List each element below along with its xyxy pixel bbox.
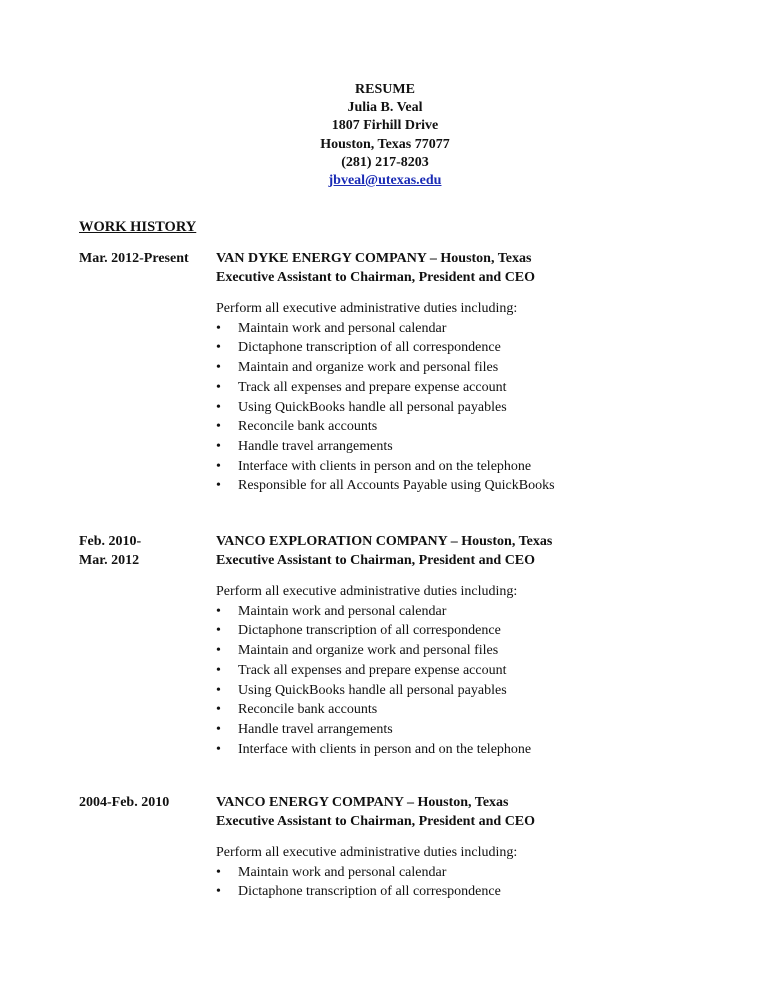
bullet-icon: • xyxy=(216,623,221,639)
street-address: 1807 Firhill Drive xyxy=(331,118,439,134)
work-history-heading: WORK HISTORY xyxy=(79,219,197,235)
duty-item: • Maintain and organize work and personal files xyxy=(216,641,716,661)
duty-item: • Using QuickBooks handle all personal payables xyxy=(216,681,716,701)
duty-item: • Using QuickBooks handle all personal payables xyxy=(216,398,716,418)
bullet-icon: • xyxy=(216,864,221,880)
duty-item: • Interface with clients in person and on the telephone xyxy=(216,457,716,477)
duty-item: • Handle travel arrangements xyxy=(216,437,716,457)
job-date-start: Feb. 2010- xyxy=(79,534,142,549)
duties-intro: Perform all executive administrative duties including: xyxy=(216,584,518,599)
duty-item: • Track all expenses and prepare expense account xyxy=(216,661,716,681)
job-title: Executive Assistant to Chairman, President and CEO xyxy=(216,269,536,285)
job-title: Executive Assistant to Chairman, President and CEO xyxy=(216,813,536,829)
bullet-icon: • xyxy=(216,884,221,900)
bullet-icon: • xyxy=(216,320,221,336)
duty-item: • Interface with clients in person and on the telephone xyxy=(216,740,716,760)
duty-item: • Reconcile bank accounts xyxy=(216,417,716,437)
bullet-icon: • xyxy=(216,399,221,415)
company-name: VANCO ENERGY COMPANY – Houston, Texas xyxy=(216,795,509,810)
duty-item: • Maintain work and personal calendar xyxy=(216,863,716,883)
job-details xyxy=(216,794,716,902)
duty-item: • Maintain and organize work and personal files xyxy=(216,358,716,378)
duty-item: • Dictaphone transcription of all correspondence xyxy=(216,621,716,641)
job-title: Executive Assistant to Chairman, President and CEO xyxy=(216,552,536,568)
duty-item: • Maintain work and personal calendar xyxy=(216,602,716,622)
duty-item: • Track all expenses and prepare expense account xyxy=(216,378,716,398)
bullet-icon: • xyxy=(216,721,221,737)
duties-intro: Perform all executive administrative duties including: xyxy=(216,845,518,860)
city-state-zip: Houston, Texas 77077 xyxy=(320,136,450,152)
email-link[interactable]: jbveal@utexas.edu xyxy=(328,173,442,189)
bullet-icon: • xyxy=(216,419,221,435)
resume-header xyxy=(240,81,530,190)
bullet-icon: • xyxy=(216,603,221,619)
duties-intro: Perform all executive administrative duties including: xyxy=(216,301,518,316)
job-date-start: 2004-Feb. 2010 xyxy=(79,795,170,810)
duty-item: • Reconcile bank accounts xyxy=(216,700,716,720)
bullet-icon: • xyxy=(216,643,221,659)
duty-item: • Dictaphone transcription of all correspondence xyxy=(216,882,716,902)
bullet-icon: • xyxy=(216,458,221,474)
bullet-icon: • xyxy=(216,682,221,698)
bullet-icon: • xyxy=(216,662,221,678)
duty-item: • Maintain work and personal calendar xyxy=(216,319,716,339)
bullet-icon: • xyxy=(216,340,221,356)
job-dates xyxy=(79,533,209,570)
phone-number: (281) 217-8203 xyxy=(341,154,429,170)
bullet-icon: • xyxy=(216,438,221,454)
bullet-icon: • xyxy=(216,741,221,757)
bullet-icon: • xyxy=(216,360,221,376)
bullet-icon: • xyxy=(216,702,221,718)
job-dates xyxy=(79,794,209,813)
duties-list xyxy=(216,319,716,496)
duty-item: • Handle travel arrangements xyxy=(216,720,716,740)
resume-title: RESUME xyxy=(355,82,415,97)
job-details xyxy=(216,250,716,496)
duty-item: • Dictaphone transcription of all correspondence xyxy=(216,338,716,358)
duty-item: • Responsible for all Accounts Payable using QuickBooks xyxy=(216,476,716,496)
job-details xyxy=(216,533,716,759)
bullet-icon: • xyxy=(216,478,221,494)
applicant-name: Julia B. Veal xyxy=(347,100,423,116)
bullet-icon: • xyxy=(216,379,221,395)
duties-list xyxy=(216,863,716,902)
job-date-end: Mar. 2012 xyxy=(79,552,140,568)
job-date-start: Mar. 2012-Present xyxy=(79,251,189,266)
company-name: VANCO EXPLORATION COMPANY – Houston, Texas xyxy=(216,534,553,549)
duties-list xyxy=(216,602,716,760)
job-dates xyxy=(79,250,209,269)
company-name: VAN DYKE ENERGY COMPANY – Houston, Texas xyxy=(216,251,532,266)
